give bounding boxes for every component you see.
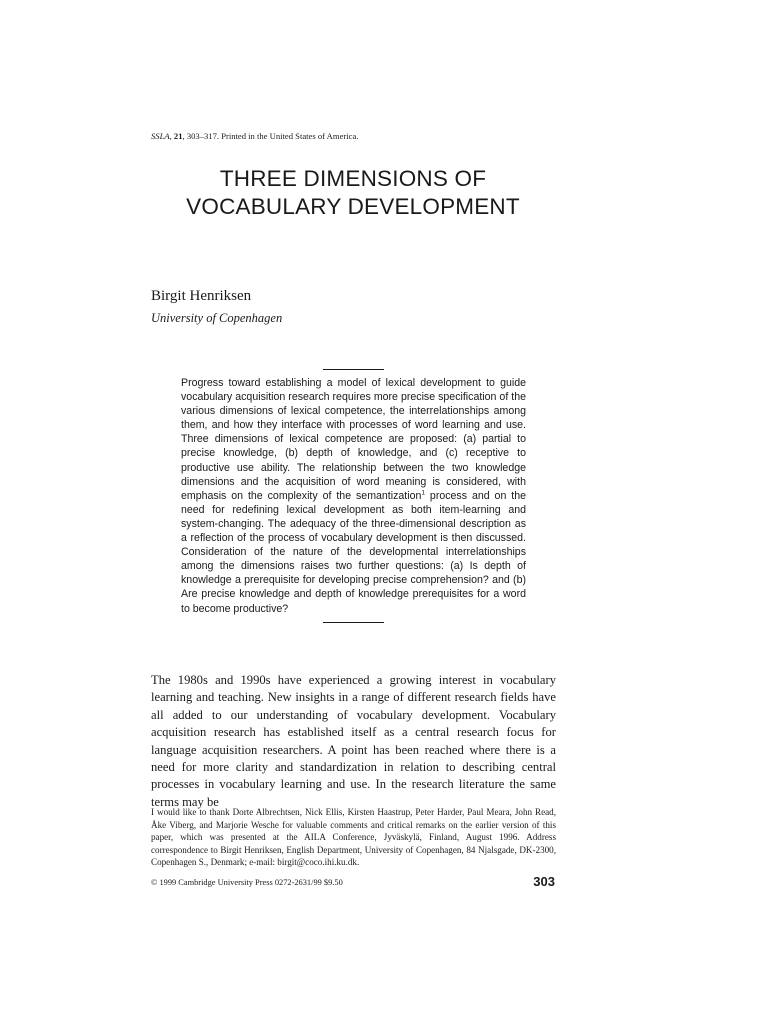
title-line-1: THREE DIMENSIONS OF bbox=[219, 166, 487, 191]
body-paragraph: The 1980s and 1990s have experienced a growing interest in vocabulary learning and teaching. New insights in a range of different research fields have all added to our understanding of vocabulary development. Vocabulary acquisition research has established itself as a central research focus for language acquisition researchers. A point has been reached where there is a need for more clarity and standardization in relation to describing central processes in vocabulary learning and use. In the research literature the same terms may be bbox=[151, 673, 556, 809]
volume-number: 21 bbox=[173, 131, 183, 141]
article-title bbox=[151, 165, 555, 221]
header-pages-printed: , 303–317. Printed in the United States of America. bbox=[182, 131, 359, 141]
page-number: 303 bbox=[533, 874, 555, 889]
header-separator: , bbox=[169, 131, 174, 141]
abstract-text-part-1: Progress toward establishing a model of lexical development to guide vocabulary acquisition research requires more precise specification of the various dimensions of lexical competence, the interrelationships among them, and how they interface with processes of word learning and use. Three dimensions of lexical competence are proposed: (a) partial to precise knowledge, (b) depth of knowledge, and (c) receptive to productive use ability. The relationship between the two knowledge dimensions and the acquisition of word meaning is considered, with emphasis on the complexity of the semantization bbox=[181, 377, 526, 502]
abstract bbox=[181, 376, 526, 616]
journal-abbreviation: SSLA bbox=[151, 131, 170, 141]
abstract-bottom-rule bbox=[323, 622, 384, 623]
running-header bbox=[151, 131, 358, 141]
author-name: Birgit Henriksen bbox=[151, 288, 252, 304]
author-affiliation: University of Copenhagen bbox=[151, 311, 283, 325]
title-line-2: VOCABULARY DEVELOPMENT bbox=[186, 194, 520, 219]
acknowledgement-footnote: I would like to thank Dorte Albrechtsen, Nick Ellis, Kirsten Haastrup, Peter Harder, Paul Meara, John Read, Åke Viberg, and Marjorie Wesche for valuable comments and critical remarks on the earlier version of this paper, which was presented at the AILA Conference, Jyväskylä, Finland, August 1996. Address correspondence to Birgit Henriksen, English Department, University of Copenhagen, 84 Njalsgade, DK-2300, Copenhagen S., Denmark; e-mail: birgit@coco.ihi.ku.dk. bbox=[151, 807, 556, 868]
abstract-top-rule bbox=[323, 369, 384, 370]
footnote-marker: 1 bbox=[421, 489, 425, 497]
abstract-text-part-2: process and on the need for redefining lexical development as both item-learning and system-changing. The adequacy of the three-dimensional description as a reflection of the process of vocabulary development is then discussed. Consideration of the nature of the developmental interrelationships among the dimensions raises two further questions: (a) Is depth of knowledge a prerequisite for developing precise comprehension? and (b) Are precise knowledge and depth of knowledge prerequisites for a word to become productive? bbox=[181, 489, 526, 615]
copyright-line: © 1999 Cambridge University Press 0272-2631/99 $9.50 bbox=[151, 878, 343, 887]
